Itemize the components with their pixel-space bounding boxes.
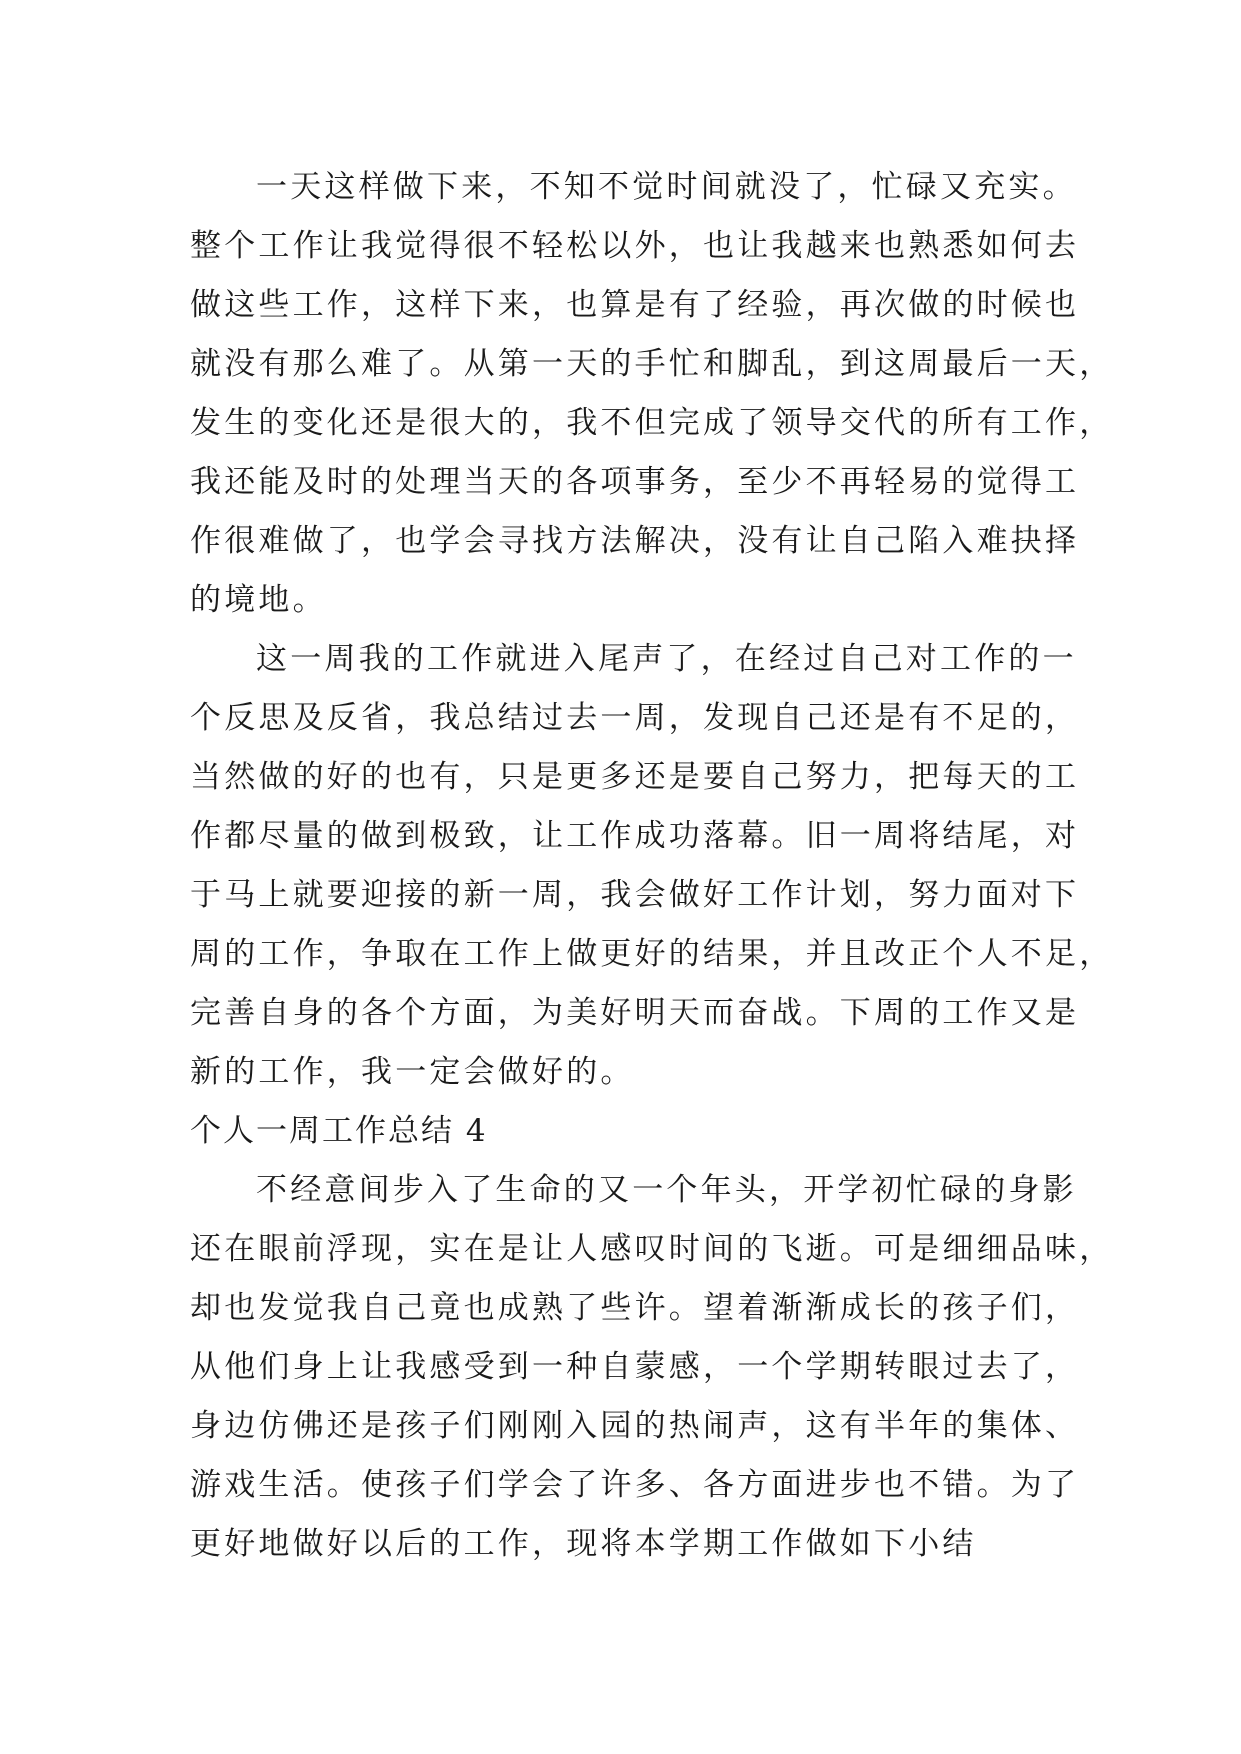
paragraph-line: 个反思及反省，我总结过去一周，发现自己还是有不足的，	[190, 700, 1080, 736]
section-heading: 个人一周工作总结 4	[190, 1113, 488, 1149]
paragraph-line: 于马上就要迎接的新一周，我会做好工作计划，努力面对下	[190, 877, 1080, 913]
paragraph-line: 我还能及时的处理当天的各项事务，至少不再轻易的觉得工	[190, 464, 1080, 500]
paragraph-line: 做这些工作，这样下来，也算是有了经验，再次做的时候也	[190, 287, 1080, 323]
paragraph-3	[190, 1161, 1114, 1574]
paragraph-line: 更好地做好以后的工作，现将本学期工作做如下小结	[190, 1526, 977, 1562]
paragraph-line: 就没有那么难了。从第一天的手忙和脚乱，到这周最后一天，	[190, 346, 1114, 382]
paragraph-line: 周的工作，争取在工作上做更好的结果，并且改正个人不足，	[190, 936, 1114, 972]
paragraph-line: 整个工作让我觉得很不轻松以外，也让我越来也熟悉如何去	[190, 228, 1080, 264]
paragraph-1	[190, 158, 1114, 630]
paragraph-line: 作很难做了，也学会寻找方法解决，没有让自己陷入难抉择	[190, 523, 1080, 559]
paragraph-line: 作都尽量的做到极致，让工作成功落幕。旧一周将结尾，对	[190, 818, 1080, 854]
paragraph-line: 一天这样做下来，不知不觉时间就没了，忙碌又充实。	[256, 169, 1077, 205]
paragraph-line: 还在眼前浮现，实在是让人感叹时间的飞逝。可是细细品味，	[190, 1231, 1114, 1267]
paragraph-line: 却也发觉我自己竟也成熟了些许。望着渐渐成长的孩子们，	[190, 1290, 1080, 1326]
paragraph-line: 完善自身的各个方面，为美好明天而奋战。下周的工作又是	[190, 995, 1080, 1031]
paragraph-line: 不经意间步入了生命的又一个年头，开学初忙碌的身影	[256, 1172, 1077, 1208]
document-body	[190, 158, 1114, 1574]
paragraph-line: 这一周我的工作就进入尾声了，在经过自己对工作的一	[256, 641, 1077, 677]
paragraph-line: 从他们身上让我感受到一种自蒙感，一个学期转眼过去了，	[190, 1349, 1080, 1385]
paragraph-line: 发生的变化还是很大的，我不但完成了领导交代的所有工作，	[190, 405, 1114, 441]
paragraph-line: 身边仿佛还是孩子们刚刚入园的热闹声，这有半年的集体、	[190, 1408, 1080, 1444]
paragraph-2	[190, 630, 1114, 1102]
paragraph-line: 新的工作，我一定会做好的。	[190, 1054, 635, 1090]
paragraph-line: 当然做的好的也有，只是更多还是要自己努力，把每天的工	[190, 759, 1080, 795]
paragraph-line: 的境地。	[190, 582, 327, 618]
paragraph-line: 游戏生活。使孩子们学会了许多、各方面进步也不错。为了	[190, 1467, 1080, 1503]
